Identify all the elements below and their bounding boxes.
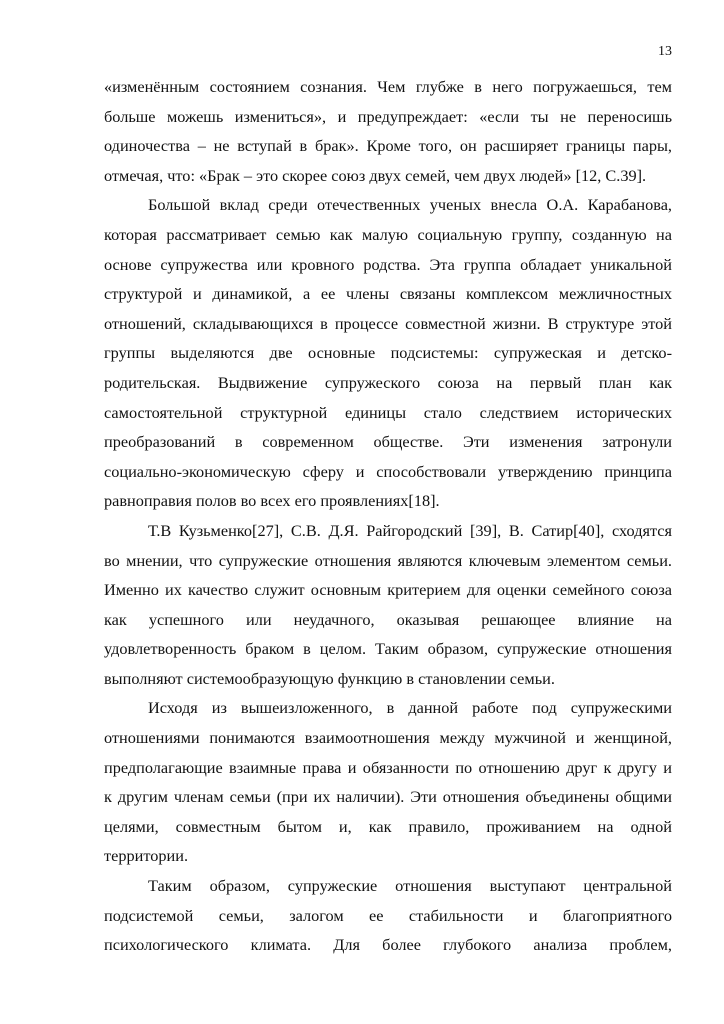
paragraph-3	[104, 516, 672, 694]
text-line: социально-экономическую сферу и способствовали утверждению принципа	[104, 461, 672, 481]
page-number: 13	[658, 44, 672, 59]
text-line: подсистемой семьи, залогом ее стабильности и благоприятного	[104, 905, 672, 925]
text-line: самостоятельной структурной единицы стало следствием исторических	[104, 402, 672, 422]
text-line: больше можешь измениться», и предупреждает: «если ты не переносишь	[104, 106, 672, 126]
text-line: Т.В Кузьменко[27], С.В. Д.Я. Райгородский [39], В. Сатир[40], сходятся	[148, 520, 672, 540]
paragraph-1	[104, 72, 672, 190]
text-line: предполагающие взаимные права и обязанности по отношению друг к другу и	[104, 757, 672, 777]
text-line: отмечая, что: «Брак – это скорее союз двух семей, чем двух людей» [12, С.39].	[104, 165, 647, 185]
text-line: удовлетворенность браком в целом. Таким образом, супружеские отношения	[104, 639, 672, 659]
text-line: равноправия полов во всех его проявлениях[18].	[104, 491, 440, 511]
text-line: психологического климата. Для более глубокого анализа проблем,	[104, 935, 672, 955]
text-line: во мнении, что супружеские отношения являются ключевым элементом семьи.	[104, 550, 672, 570]
paragraph-2	[104, 190, 672, 516]
text-line: как успешного или неудачного, оказывая решающее влияние на	[104, 609, 672, 629]
text-line: основе супружества или кровного родства. Эта группа обладает уникальной	[104, 254, 672, 274]
text-line: отношений, складывающихся в процессе совместной жизни. В структуре этой	[104, 313, 672, 333]
text-line: Большой вклад среди отечественных ученых внесла О.А. Карабанова,	[148, 195, 672, 215]
text-line: Таким образом, супружеские отношения выступают центральной	[148, 876, 672, 896]
text-line: преобразований в современном обществе. Эти изменения затронули	[104, 432, 672, 452]
text-line: выполняют системообразующую функцию в становлении семьи.	[104, 668, 555, 688]
paragraph-4	[104, 693, 672, 871]
text-line: территории.	[104, 846, 189, 866]
text-line: Исходя из вышеизложенного, в данной работе под супружескими	[148, 698, 672, 718]
text-line: Именно их качество служит основным критерием для оценки семейного союза	[104, 580, 672, 600]
text-line: структурой и динамикой, а ее члены связаны комплексом межличностных	[104, 284, 672, 304]
text-line: группы выделяются две основные подсистемы: супружеская и детско-	[104, 343, 672, 363]
text-line: одиночества – не вступай в брак». Кроме того, он расширяет границы пары,	[104, 136, 672, 156]
paragraph-5	[104, 871, 672, 960]
text-line: целями, совместным бытом и, как правило, проживанием на одной	[104, 816, 672, 836]
text-line: к другим членам семьи (при их наличии). Эти отношения объединены общими	[104, 787, 672, 807]
text-line: которая рассматривает семью как малую социальную группу, созданную на	[104, 224, 672, 244]
text-line: «изменённым состоянием сознания. Чем глубже в него погружаешься, тем	[104, 77, 672, 96]
text-line: родительская. Выдвижение супружеского союза на первый план как	[104, 372, 672, 392]
text-line: отношениями понимаются взаимоотношения между мужчиной и женщиной,	[104, 728, 672, 748]
document-body	[104, 72, 672, 960]
